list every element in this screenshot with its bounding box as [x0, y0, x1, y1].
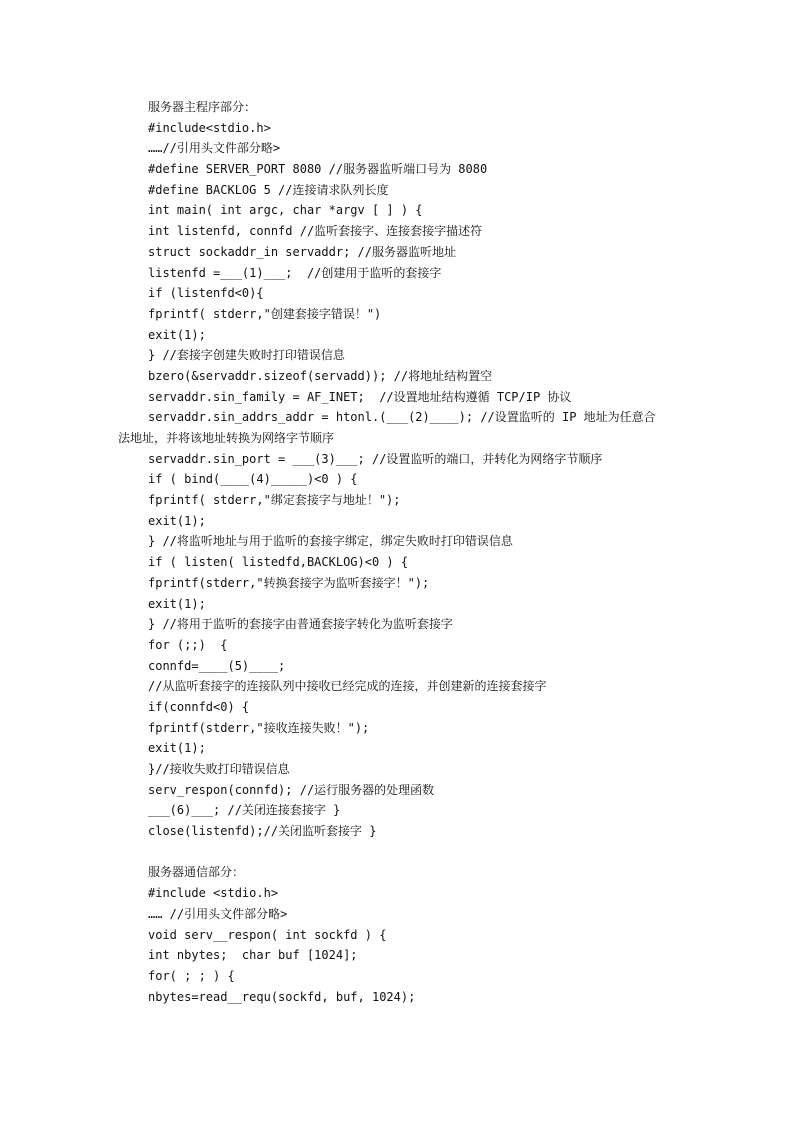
code-line: ……//引用头文件部分略> [148, 141, 281, 156]
code-line: struct sockaddr_in servaddr; //服务器监听地址 [148, 244, 456, 259]
code-line: int listenfd, connfd //监听套接字、连接套接字描述符 [148, 224, 483, 239]
section-heading-server-comm: 服务器通信部分： [148, 865, 245, 880]
section-heading-server-main: 服务器主程序部分： [148, 100, 257, 114]
code-line: serv_respon(connfd); //运行服务器的处理函数 [148, 782, 435, 797]
code-line: for (;;) { [148, 637, 228, 652]
code-line: close(listenfd);//关闭监听套接字 } [148, 824, 377, 839]
code-line: #define SERVER_PORT 8080 //服务器监听端口号为 8080 [148, 162, 488, 177]
code-line: void serv__respon( int sockfd ) { [148, 927, 387, 942]
code-line: fprintf(stderr,"转换套接字为监听套接字！"); [148, 575, 430, 590]
code-line: servaddr.sin_port = ___(3)___; //设置监听的端口，并转化为网络字节顺序 [148, 451, 603, 466]
code-line: } //将用于监听的套接字由普通套接字转化为监听套接字 [148, 617, 453, 632]
code-line: exit(1); [148, 596, 206, 611]
code-line: connfd=____(5)____; [148, 658, 286, 673]
code-line: } //套接字创建失败时打印错误信息 [148, 348, 345, 363]
code-listing [118, 97, 688, 1007]
code-line: if (listenfd<0){ [148, 286, 264, 301]
code-line: servaddr.sin_family = AF_INET; //设置地址结构遵循 TCP/IP 协议 [148, 389, 572, 404]
code-line: int nbytes; char buf [1024]; [148, 948, 358, 963]
code-line: int main( int argc, char *argv [ ] ) { [148, 203, 423, 218]
code-line: #include <stdio.h> [148, 886, 279, 901]
section-spacer [148, 842, 688, 863]
code-line: exit(1); [148, 741, 206, 756]
code-line: //从监听套接字的连接队列中接收已经完成的连接，并创建新的连接套接字 [148, 679, 547, 694]
code-line: #include<stdio.h> [148, 120, 271, 135]
code-line: for( ; ; ) { [148, 968, 235, 983]
code-line: exit(1); [148, 327, 206, 342]
code-line: exit(1); [148, 513, 206, 528]
code-line: } //将监听地址与用于监听的套接字绑定，绑定失败时打印错误信息 [148, 534, 513, 549]
code-line: nbytes=read__requ(sockfd, buf, 1024); [148, 989, 416, 1004]
code-line: …… //引用头文件部分略> [148, 906, 288, 921]
code-line: ___(6)___; //关闭连接套接字 } [148, 803, 341, 818]
code-line: }//接收失败打印错误信息 [148, 762, 290, 776]
code-line: if(connfd<0) { [148, 699, 250, 714]
code-line: if ( listen( listedfd,BACKLOG)<0 ) { [148, 555, 409, 570]
code-line: #define BACKLOG 5 //连接请求队列长度 [148, 182, 389, 197]
code-line: fprintf(stderr,"接收连接失败！"); [148, 720, 370, 735]
code-line: fprintf( stderr,"创建套接字错误！") [148, 306, 382, 321]
code-line: bzero(&servaddr.sizeof(servadd)); //将地址结构置空 [148, 368, 493, 383]
code-line-continuation: 法地址，并将该地址转换为网络字节顺序 [118, 431, 335, 445]
code-line: if ( bind(____(4)_____)<0 ) { [148, 472, 358, 487]
code-line: fprintf( stderr,"绑定套接字与地址！"); [148, 493, 401, 508]
code-line: servaddr.sin_addrs_addr = htonl.(___(2)____); //设置监听的 IP 地址为任意合 [148, 410, 656, 425]
code-line: listenfd =___(1)___; //创建用于监听的套接字 [148, 265, 442, 280]
